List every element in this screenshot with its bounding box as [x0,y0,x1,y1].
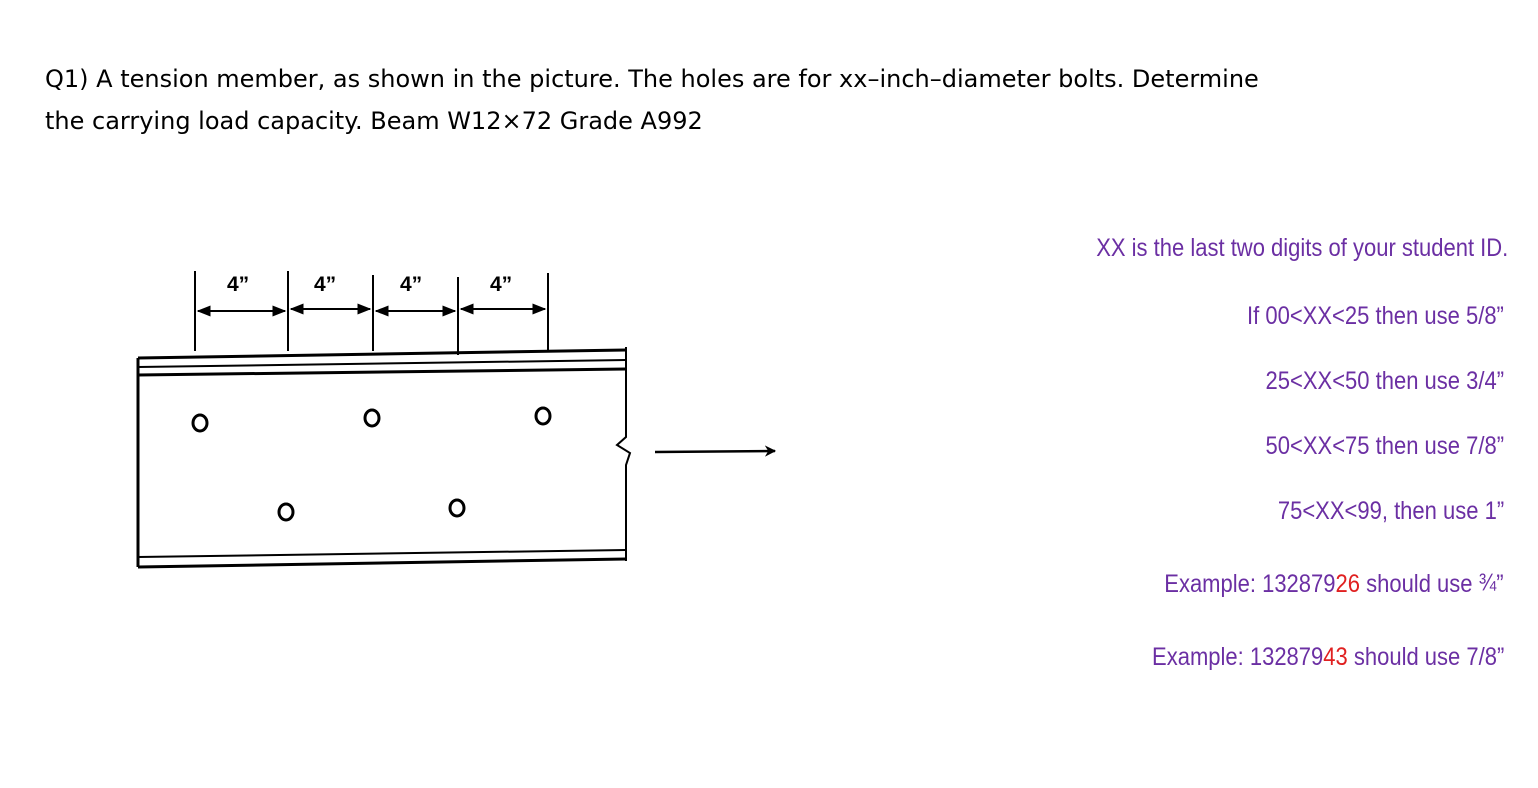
bolt-hole [365,410,379,426]
dimension-label: 4” [400,273,423,296]
question-text [45,58,1485,142]
bolt-hole [536,408,550,424]
dimension-label: 4” [227,273,250,296]
rule-2: 25<XX<50 then use 3/4” [1265,367,1504,395]
rule-3: 50<XX<75 then use 7/8” [1265,432,1504,460]
bolt-hole [450,500,464,516]
example-2: Example: 13287943 should use 7/8” [1151,643,1504,671]
bolt-holes [193,408,550,520]
load-arrow [655,451,775,452]
bolt-hole [193,415,207,431]
example-1: Example: 13287926 should use ¾” [1164,569,1504,598]
dimension-label: 4” [490,273,513,296]
dimension-label: 4” [314,273,337,296]
rule-1: If 00<XX<25 then use 5/8” [1247,302,1504,330]
tension-member-diagram [120,255,800,585]
example-2-highlight: 43 [1322,643,1348,671]
example-1-highlight: 26 [1335,570,1361,598]
bolt-hole [279,504,293,520]
rule-4: 75<XX<99, then use 1” [1277,497,1504,525]
fraction-three-quarters: ¾ [1479,569,1497,596]
instructions-intro: XX is the last two digits of your student ID. [1095,234,1508,262]
question-line-2: the carrying load capacity. Beam W12×72 Grade A992 [45,107,703,135]
dimension-arrows [198,309,545,311]
member-outline [138,347,630,567]
question-line-1: Q1) A tension member, as shown in the picture. The holes are for xx–inch–diameter bolts. Determine [45,65,1259,93]
